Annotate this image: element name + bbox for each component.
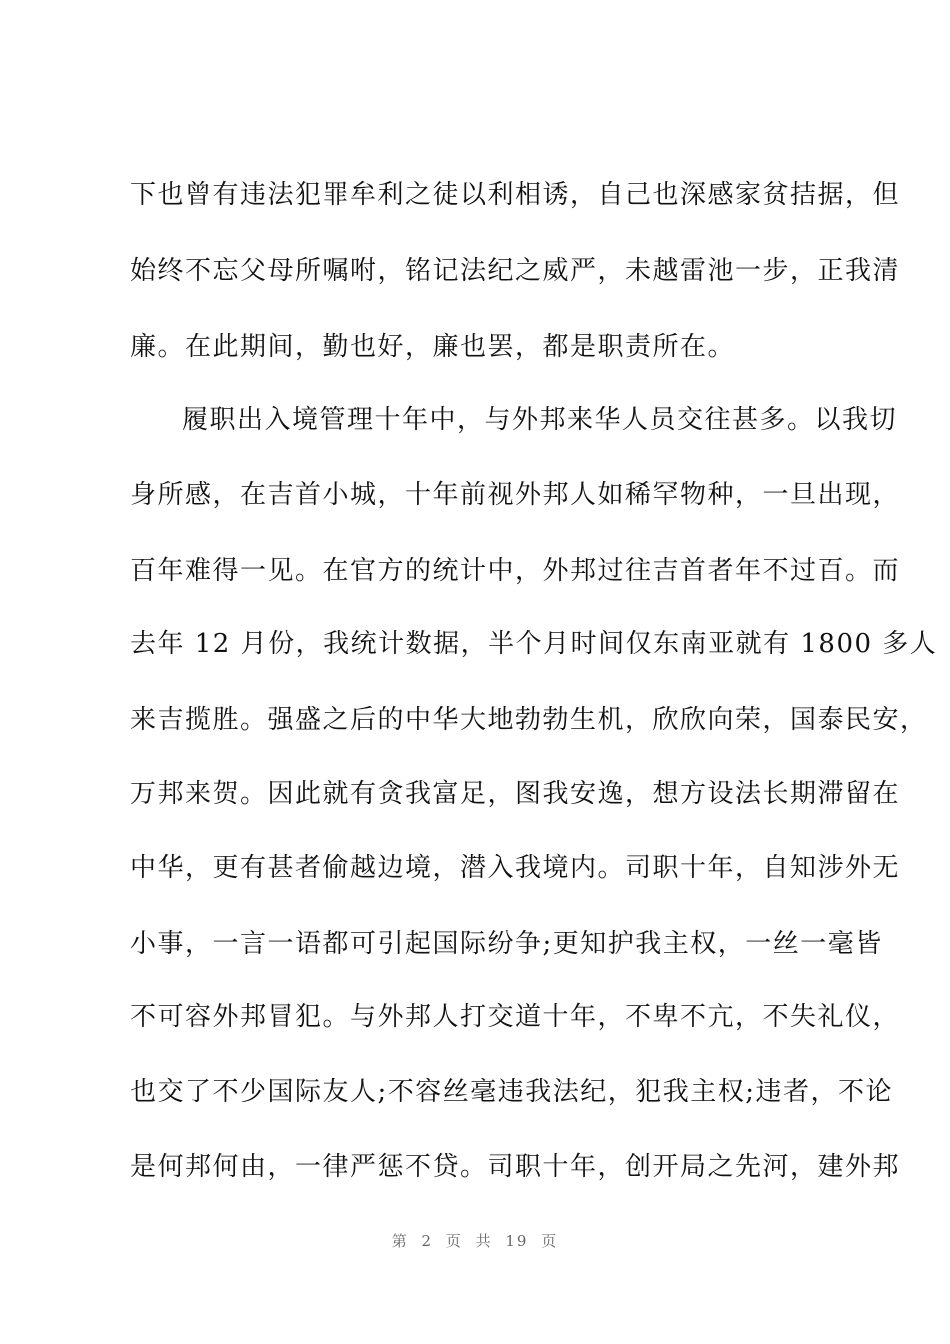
page-number-footer: 第 2 页 共 19 页 bbox=[391, 1232, 559, 1250]
text-line: 也交了不少国际友人;不容丝毫违我法纪，犯我主权;违者，不论 bbox=[130, 1077, 894, 1107]
text-line: 身所感，在吉首小城，十年前视外邦人如稀罕物种，一旦出现， bbox=[130, 480, 901, 510]
text-line: 廉。在此期间，勤也好，廉也罢，都是职责所在。 bbox=[130, 332, 736, 362]
text-line: 万邦来贺。因此就有贪我富足，图我安逸，想方设法长期滞留在 bbox=[130, 779, 901, 809]
text-line: 是何邦何由，一律严惩不贷。司职十年，创开局之先河，建外邦 bbox=[130, 1152, 901, 1182]
text-line: 去年 12 月份，我统计数据，半个月时间仅东南亚就有 1800 多人 bbox=[130, 629, 938, 659]
text-line: 百年难得一见。在官方的统计中，外邦过往吉首者年不过百。而 bbox=[130, 556, 901, 586]
text-line: 小事，一言一语都可引起国际纷争;更知护我主权，一丝一毫皆 bbox=[130, 929, 883, 959]
text-line: 下也曾有违法犯罪牟利之徒以利相诱，自己也深感家贫拮据，但 bbox=[130, 180, 901, 210]
paragraph-first-line: 履职出入境管理十年中，与外邦来华人员交往甚多。以我切 bbox=[182, 405, 898, 435]
text-line: 不可容外邦冒犯。与外邦人打交道十年，不卑不亢，不失礼仪， bbox=[130, 1002, 901, 1032]
text-line: 中华，更有甚者偷越边境，潜入我境内。司职十年，自知涉外无 bbox=[130, 853, 901, 883]
text-line: 来吉揽胜。强盛之后的中华大地勃勃生机，欣欣向荣，国泰民安， bbox=[130, 705, 928, 735]
text-line: 始终不忘父母所嘱咐，铭记法纪之威严，未越雷池一步，正我清 bbox=[130, 256, 901, 286]
